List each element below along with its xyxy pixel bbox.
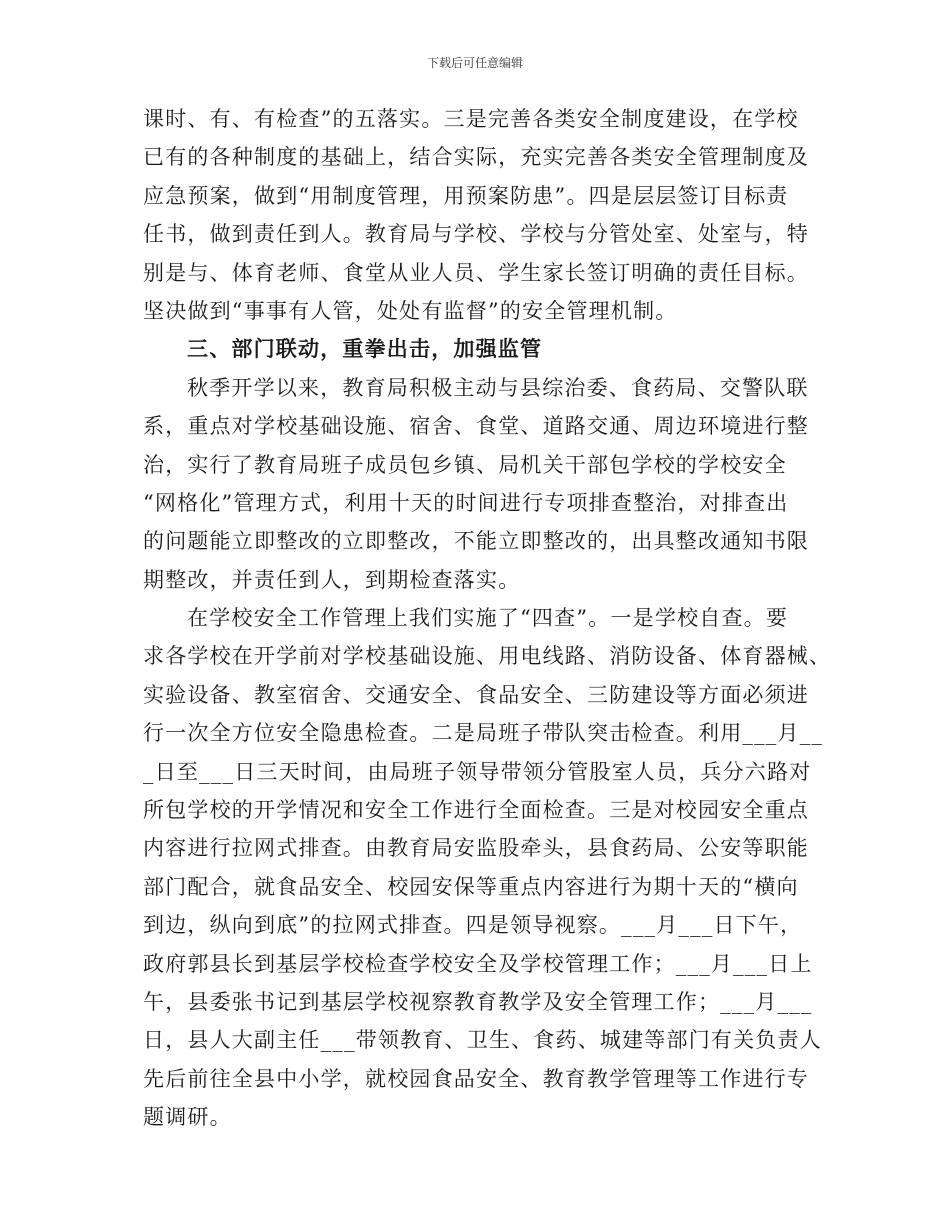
text-line: 秋季开学以来，教育局积极主动与县综治委、食药局、交警队联 bbox=[187, 375, 809, 400]
text-line: 已有的各种制度的基础上，结合实际，充实完善各类安全管理制度及 bbox=[143, 145, 809, 170]
text-line: 行一次全方位安全隐患检查。二是局班子带队突击检查。利用___月__ bbox=[143, 721, 824, 746]
text-line: 部门配合，就食品安全、校园安保等重点内容进行为期十天的“横向 bbox=[143, 874, 799, 899]
text-line: 内容进行拉网式排查。由教育局安监股牵头，县食药局、公安等职能 bbox=[143, 836, 809, 861]
document-body bbox=[143, 100, 832, 1137]
text-line: _日至___日三天时间，由局班子领导带领分管股室人员，兵分六路对 bbox=[143, 759, 812, 784]
text-line: 日，县人大副主任___带领教育、卫生、食药、城建等部门有关负责人 bbox=[143, 1028, 822, 1053]
text-line: 在学校安全工作管理上我们实施了“四查”。一是学校自查。要 bbox=[187, 606, 789, 631]
text-line: 求各学校在开学前对学校基础设施、用电线路、消防设备、体育器械、 bbox=[143, 644, 832, 669]
text-line: 应急预案，做到“用制度管理，用预案防患”。四是层层签订目标责 bbox=[143, 183, 789, 208]
text-line: 先后前往全县中小学，就校园食品安全、教育教学管理等工作进行专 bbox=[143, 1066, 809, 1091]
text-line: 所包学校的开学情况和安全工作进行全面检查。三是对校园安全重点 bbox=[143, 798, 809, 823]
text-line: 期整改，并责任到人，到期检查落实。 bbox=[143, 567, 521, 592]
text-line: 任书，做到责任到人。教育局与学校、学校与分管处室、处室与，特 bbox=[143, 222, 809, 247]
text-line: 到边，纵向到底”的拉网式排查。四是领导视察。___月___日下午， bbox=[143, 913, 803, 938]
text-line: 的问题能立即整改的立即整改，不能立即整改的，出具整改通知书限 bbox=[143, 529, 809, 554]
text-line: 课时、有、有检查”的五落实。三是完善各类安全制度建设，在学校 bbox=[143, 107, 799, 131]
text-line: 政府郭县长到基层学校检查学校安全及学校管理工作；___月___日上 bbox=[143, 951, 813, 976]
text-line: 别是与、体育老师、食堂从业人员、学生家长签订明确的责任目标。 bbox=[143, 260, 809, 285]
text-line: 系，重点对学校基础设施、宿舍、食堂、道路交通、周边环境进行整 bbox=[143, 414, 809, 439]
text-line: 实验设备、教室宿舍、交通安全、食品安全、三防建设等方面必须进 bbox=[143, 682, 809, 707]
text-line: 治，实行了教育局班子成员包乡镇、局机关干部包学校的学校安全 bbox=[143, 452, 787, 477]
section-heading: 三、部门联动，重拳出击，加强监管 bbox=[187, 336, 543, 362]
page-header: 下载后可任意编辑 bbox=[426, 56, 523, 70]
text-line: “网格化”管理方式，利用十天的时间进行专项排查整治，对排查出 bbox=[143, 490, 789, 515]
text-line: 坚决做到“事事有人管，处处有监督”的安全管理机制。 bbox=[143, 298, 678, 323]
text-line: 题调研。 bbox=[143, 1105, 232, 1130]
text-line: 午，县委张书记到基层学校视察教育教学及安全管理工作；___月___ bbox=[143, 989, 813, 1014]
